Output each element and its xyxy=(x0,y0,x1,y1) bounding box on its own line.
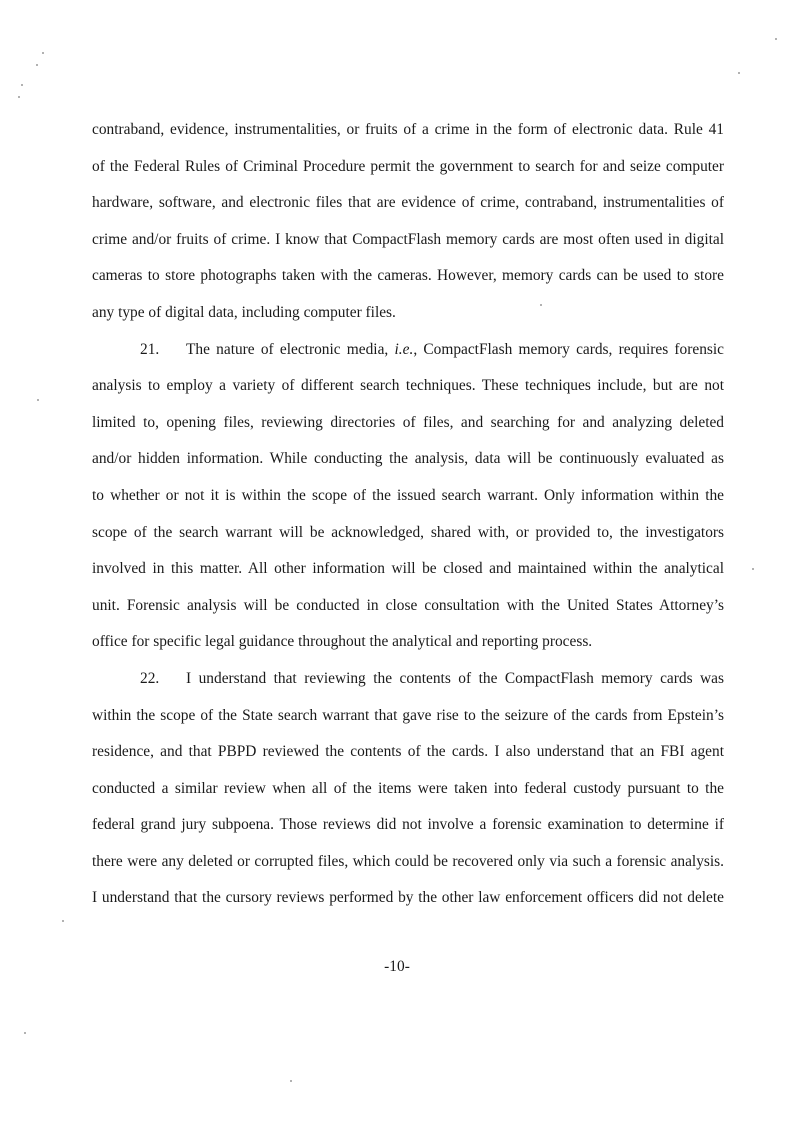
scan-speck xyxy=(738,72,740,74)
paragraph-number: 21. xyxy=(140,340,160,358)
text-line: I understand that reviewing the contents of the CompactFlash memory cards was xyxy=(186,669,724,687)
scan-speck xyxy=(24,1032,26,1034)
scan-speck xyxy=(18,96,20,98)
paragraph-22-first-line xyxy=(92,661,724,698)
text-line: contraband, evidence, instrumentalities, or fruits of a crime in the form of electronic data. Rule 41 xyxy=(92,121,724,138)
text-line: I understand that the cursory reviews performed by the other law enforcement officers did not delete xyxy=(92,889,724,907)
text-line: crime and/or fruits of crime. I know that CompactFlash memory cards are most often used in digital xyxy=(92,230,724,248)
scan-speck xyxy=(62,920,64,922)
scan-speck xyxy=(36,64,38,66)
scan-speck xyxy=(21,84,23,86)
scan-speck xyxy=(752,568,754,570)
scan-speck xyxy=(775,38,777,40)
scan-speck xyxy=(42,52,44,54)
text-line: residence, and that PBPD reviewed the contents of the cards. I also understand that an FBI agent xyxy=(92,743,724,761)
paragraph-number: 22. xyxy=(140,669,160,687)
text-line: to whether or not it is within the scope of the issued search warrant. Only information within the xyxy=(92,486,724,504)
scan-speck xyxy=(290,1080,292,1082)
text-line: within the scope of the State search warrant that gave rise to the seizure of the cards from Epstein’s xyxy=(92,706,724,724)
text-line: unit. Forensic analysis will be conducted in close consultation with the United States Attorney’s xyxy=(92,596,724,614)
text-line: analysis to employ a variety of different search techniques. These techniques include, but are not xyxy=(92,377,724,395)
text-line: scope of the search warrant will be acknowledged, shared with, or provided to, the investigators xyxy=(92,523,724,541)
text-line: federal grand jury subpoena. Those reviews did not involve a forensic examination to determine if xyxy=(92,816,724,834)
text-line: conducted a similar review when all of the items were taken into federal custody pursuant to the xyxy=(92,779,724,797)
text-line: office for specific legal guidance throughout the analytical and reporting process. xyxy=(92,633,593,651)
text-line: any type of digital data, including computer files. xyxy=(92,303,396,321)
text-line: The nature of electronic media, i.e., CompactFlash memory cards, requires forensic xyxy=(186,340,724,358)
paragraph-21-first-line xyxy=(92,332,724,369)
document-body xyxy=(92,112,724,917)
text-line: hardware, software, and electronic files that are evidence of crime, contraband, instrumentalities of xyxy=(92,194,724,212)
text-line: limited to, opening files, reviewing directories of files, and searching for and analyzing deleted xyxy=(92,413,724,431)
scan-speck xyxy=(37,399,39,401)
text-line: and/or hidden information. While conducting the analysis, data will be continuously evaluated as xyxy=(92,450,724,468)
text-line: of the Federal Rules of Criminal Procedure permit the government to search for and seize computer xyxy=(92,157,724,175)
text-line: there were any deleted or corrupted files, which could be recovered only via such a forensic analysis. xyxy=(92,852,724,870)
page-number: -10- xyxy=(384,958,410,975)
text-line: cameras to store photographs taken with the cameras. However, memory cards can be used to store xyxy=(92,267,724,285)
text-line: involved in this matter. All other information will be closed and maintained within the analytical xyxy=(92,560,724,578)
